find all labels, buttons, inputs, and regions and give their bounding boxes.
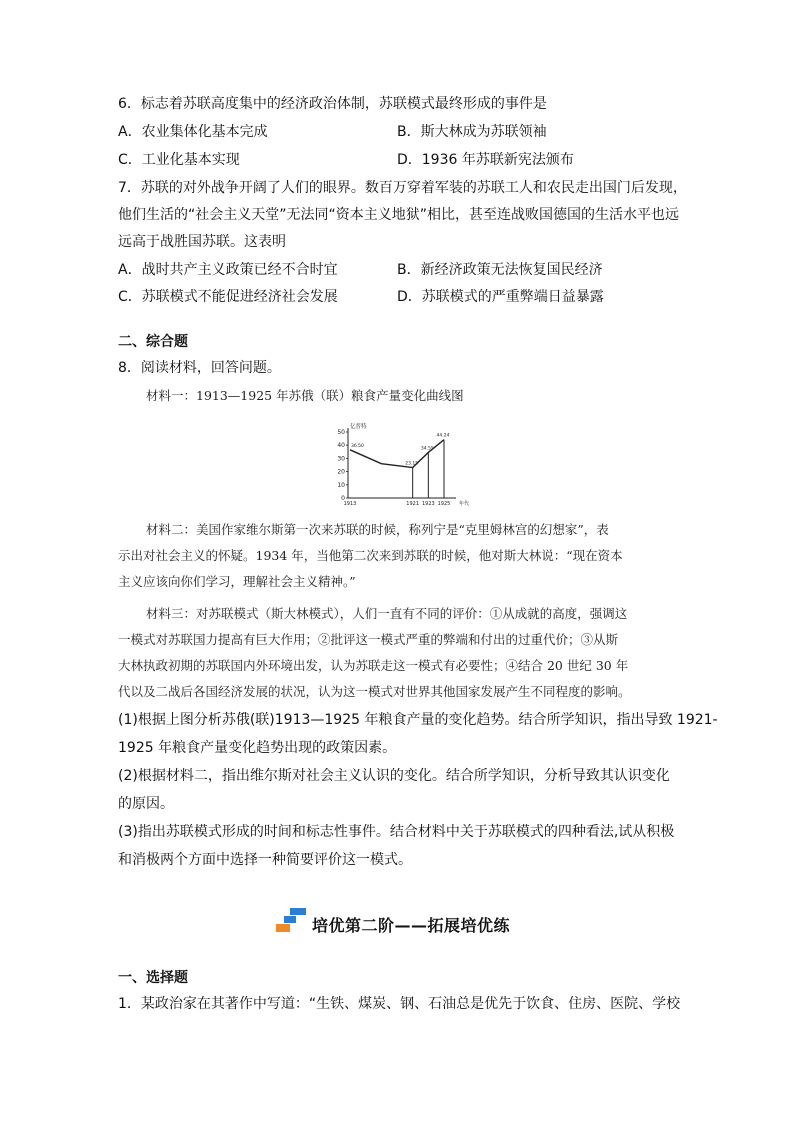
q7-option-c: C．苏联模式不能促进经济社会发展 <box>118 289 338 305</box>
q7-stem-line2: 他们生活的“社会主义天堂”无法同“资本主义地狱”相比，甚至连战败国德国的生活水平也远 <box>118 207 680 223</box>
y-tick-label: 0 <box>341 495 345 502</box>
x-tick-label: 1921 <box>406 501 420 507</box>
q8-sub2-line2: 的原因。 <box>118 796 174 812</box>
y-tick-label: 40 <box>337 442 345 450</box>
banner-title: 培优第二阶——拓展培优练 <box>312 916 511 935</box>
stairs-icon <box>276 906 308 938</box>
y-tick-label: 10 <box>337 481 345 489</box>
q7-option-d: D．苏联模式的严重弊端日益暴露 <box>397 289 604 305</box>
material2-line2: 示出对社会主义的怀疑。1934 年，当他第二次来到苏联的时候，他对斯大林说：“现在资本 <box>118 548 623 563</box>
section-heading-comprehensive: 二、综合题 <box>118 334 188 350</box>
x-tick-label: 1913 <box>343 501 357 507</box>
section-banner <box>276 906 536 946</box>
q8-sub3-line1: (3)指出苏联模式形成的时间和标志性事件。结合材料中关于苏联模式的四种看法,试从积极 <box>118 824 675 840</box>
x-tick-label: 1923 <box>421 501 435 507</box>
data-label: 34.55 <box>420 446 434 452</box>
material3-line3: 大林执政初期的苏联国内外环境出发，认为苏联走这一模式有必要性；④结合 20 世纪 30 年 <box>118 658 629 673</box>
y-tick-label: 30 <box>337 455 345 463</box>
x-axis-label: 年代 <box>459 501 470 507</box>
y-tick-label: 20 <box>337 468 345 476</box>
q8-sub2-line1: (2)根据材料二，指出维尔斯对社会主义认识的变化。结合所学知识，分析导致其认识变化 <box>118 768 670 784</box>
material3-line2: 一模式对苏联国力提高有巨大作用；②批评这一模式严重的弊端和付出的过重代价；③从斯 <box>118 632 619 647</box>
q8-stem: 8．阅读材料，回答问题。 <box>118 360 281 376</box>
y-axis-label: 亿普特 <box>350 424 367 430</box>
q6-option-c: C．工业化基本实现 <box>118 152 240 168</box>
section-heading-choice: 一、选择题 <box>118 970 188 986</box>
q6-option-a: A．农业集体化基本完成 <box>118 124 268 140</box>
q6-option-d: D．1936 年苏联新宪法颁布 <box>397 152 574 168</box>
q7-stem-line3: 远高于战胜国苏联。这表明 <box>118 234 286 250</box>
q7-option-a: A．战时共产主义政策已经不合时宜 <box>118 262 338 278</box>
material2-line1: 材料二：美国作家维尔斯第一次来苏联的时候，称列宁是“克里姆林宫的幻想家”，表 <box>146 522 609 537</box>
q6-option-b: B．斯大林成为苏联领袖 <box>397 124 547 140</box>
material3-line1: 材料三：对苏联模式（斯大林模式），人们一直有不同的评价：①从成就的高度，强调这 <box>146 606 628 621</box>
grain-output-chart <box>330 420 470 514</box>
material3-line4: 代以及二战后各国经济发展的状况，认为这一模式对世界其他国家发展产生不同程度的影响。 <box>118 684 631 699</box>
data-label: 36.50 <box>351 443 364 449</box>
material1-title: 材料一：1913—1925 年苏俄（联）粮食产量变化曲线图 <box>146 388 464 403</box>
q8-sub3-line2: 和消极两个方面中选择一种简要评价这一模式。 <box>118 852 412 868</box>
next-q1-stem: 1．某政治家在其著作中写道：“生铁、煤炭、钢、石油总是优先于饮食、住房、医院、学校 <box>118 996 681 1012</box>
series-line-grain-output <box>350 440 444 468</box>
q8-sub1-line2: 1925 年粮食产量变化趋势出现的政策因素。 <box>118 740 397 756</box>
q7-option-b: B．新经济政策无法恢复国民经济 <box>397 262 603 278</box>
material2-line3: 主义应该向你们学习，理解社会主义精神。” <box>118 574 356 589</box>
y-tick-label: 50 <box>337 429 345 436</box>
x-tick-label: 1925 <box>437 501 451 507</box>
data-label: 23.15 <box>405 461 419 467</box>
q8-sub1-line1: (1)根据上图分析苏俄(联)1913—1925 年粮食产量的变化趋势。结合所学知识，指出导致 1921- <box>118 712 718 728</box>
data-label: 44.24 <box>436 433 450 439</box>
q6-stem: 6．标志着苏联高度集中的经济政治体制，苏联模式最终形成的事件是 <box>118 96 547 112</box>
q7-stem-line1: 7．苏联的对外战争开阔了人们的眼界。数百万穿着军装的苏联工人和农民走出国门后发现， <box>118 180 687 196</box>
